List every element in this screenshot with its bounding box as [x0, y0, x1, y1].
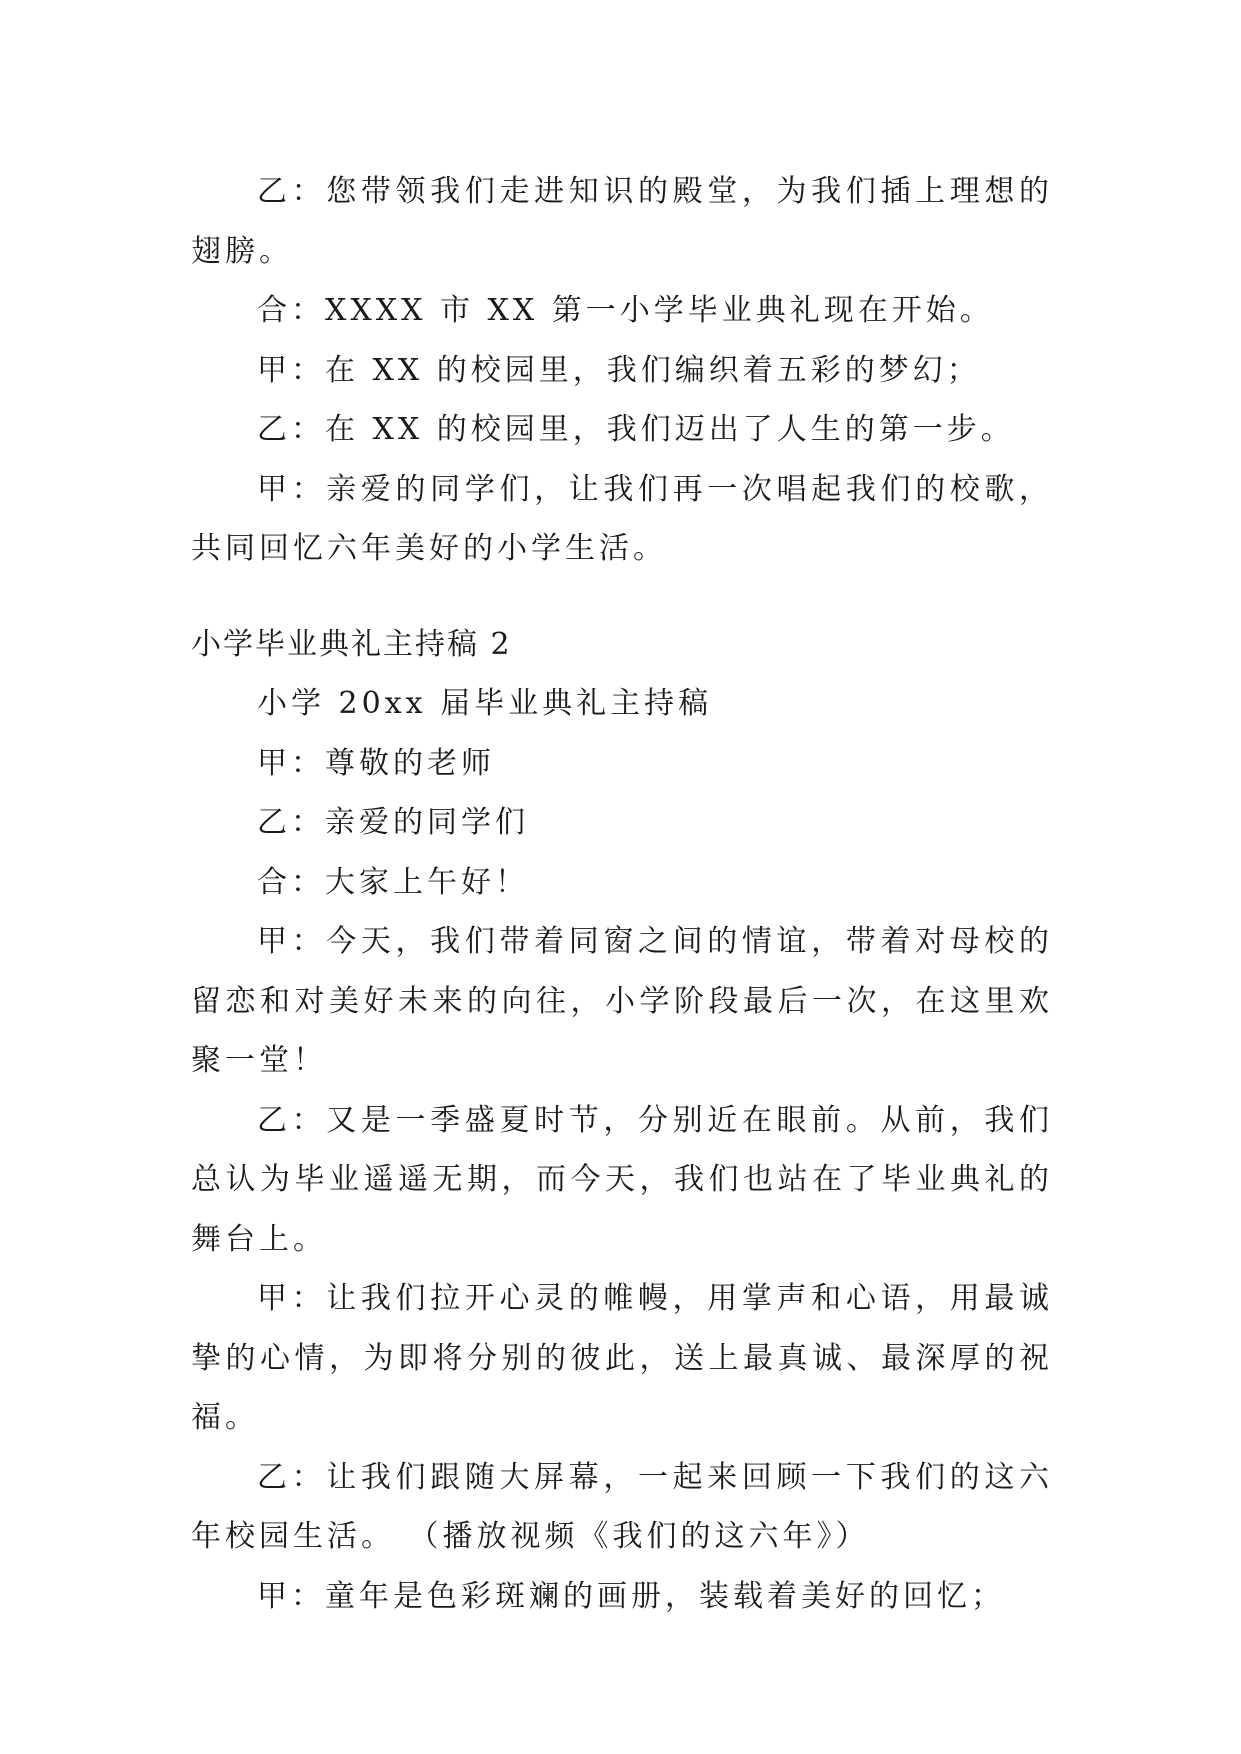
section-spacer [191, 579, 1053, 615]
paragraph: 乙：您带领我们走进知识的殿堂，为我们插上理想的翅膀。 [191, 174, 1053, 269]
paragraph: 甲：让我们拉开心灵的帷幔，用掌声和心语，用最诚挚的心情，为即将分别的彼此，送上最真诚、最深厚的祝福。 [191, 1281, 1053, 1435]
paragraph: 合：XXXX 市 XX 第一小学毕业典礼现在开始。 [257, 293, 994, 328]
document-body [191, 162, 1053, 1626]
paragraph: 乙：亲爱的同学们 [257, 805, 529, 840]
paragraph: 甲：童年是色彩斑斓的画册，装载着美好的回忆； [257, 1578, 1005, 1614]
paragraph: 小学 20xx 届毕业典礼主持稿 [257, 686, 713, 721]
paragraph: 乙：又是一季盛夏时节，分别近在眼前。从前，我们总认为毕业遥遥无期，而今天，我们也站在了毕业典礼的舞台上。 [191, 1102, 1053, 1257]
paragraph: 乙：在 XX 的校园里，我们迈出了人生的第一步。 [257, 412, 1015, 447]
section-heading: 小学毕业典礼主持稿 2 [191, 626, 512, 662]
paragraph: 乙：让我们跟随大屏幕，一起来回顾一下我们的这六年校园生活。 （播放视频《我们的这六年》） [191, 1459, 1053, 1554]
paragraph: 合：大家上午好！ [257, 864, 529, 900]
paragraph: 甲：尊敬的老师 [257, 745, 495, 781]
paragraph: 甲：今天，我们带着同窗之间的情谊，带着对母校的留恋和对美好未来的向往，小学阶段最后一次，在这里欢聚一堂！ [191, 924, 1053, 1078]
paragraph: 甲：亲爱的同学们，让我们再一次唱起我们的校歌，共同回忆六年美好的小学生活。 [191, 471, 1053, 566]
paragraph: 甲：在 XX 的校园里，我们编织着五彩的梦幻； [257, 352, 981, 388]
